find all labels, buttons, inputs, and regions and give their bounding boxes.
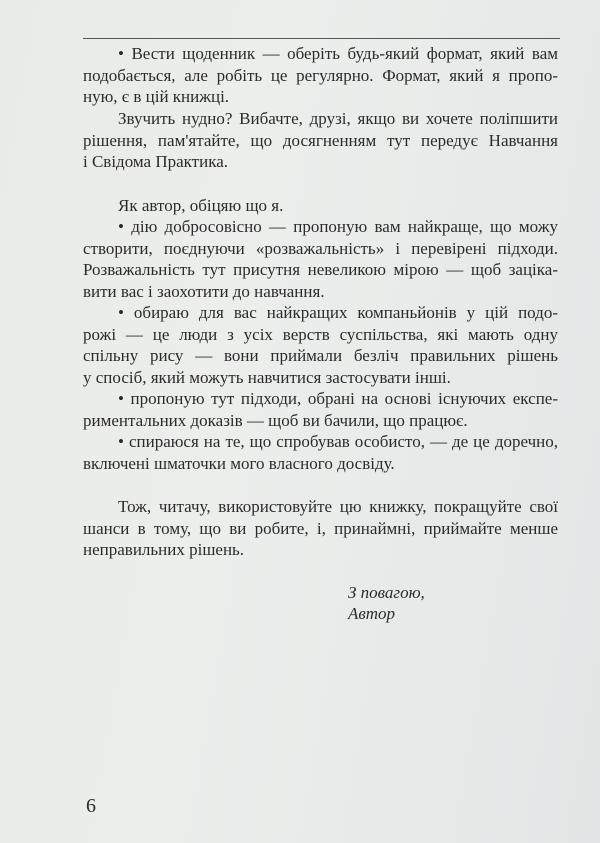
text-line: ную, є в цій книжці. — [83, 87, 230, 106]
text-line: подобається, але робіть це регулярно. Формат, який я пропо- — [83, 66, 558, 85]
text-line: рішення, пам'ятайте, що досягненням тут передує Навчання — [83, 131, 558, 150]
header-rule — [83, 38, 560, 39]
text-line: неправильних рішень. — [83, 540, 245, 559]
text-line: риментальних доказів — щоб ви бачили, що працює. — [83, 411, 468, 430]
text-line: Звучить нудно? Вибачте, друзі, якщо ви хочете поліпшити — [118, 109, 558, 128]
text-line: вити вас і заохотити до навчання. — [83, 282, 325, 301]
signature-closing: З повагою, — [348, 583, 425, 602]
text-line: • пропоную тут підходи, обрані на основі існуючих експе- — [118, 389, 558, 408]
text-line: Як автор, обіцяю що я. — [118, 196, 284, 215]
text-line: шанси в тому, що ви робите, і, принаймні, приймайте менше — [83, 519, 558, 538]
text-line: рожі — це люди з усіх верств суспільства, які мають одну — [83, 325, 558, 344]
signature-author: Автор — [348, 604, 396, 623]
text-line: спільну рису — вони приймали безліч правильних рішень — [83, 346, 558, 365]
text-line: • дію добросовісно — пропоную вам найкраще, що можу — [118, 217, 558, 236]
text-line: • Вести щоденник — оберіть будь-який формат, який вам — [118, 44, 558, 63]
text-line: створити, поєднуючи «розважальність» і перевірені підходи. — [83, 239, 558, 258]
text-line: Розважальність тут присутня невеликою мірою — щоб заціка- — [83, 260, 558, 279]
text-line: у спосіб, який можуть навчитися застосувати інші. — [83, 368, 451, 387]
text-line: Тож, читачу, використовуйте цю книжку, покращуйте свої — [118, 497, 558, 516]
text-line: • спираюся на те, що спробував особисто, — де це доречно, — [118, 432, 558, 451]
page-number: 6 — [86, 795, 96, 817]
text-line: включені шматочки мого власного досвіду. — [83, 454, 395, 473]
text-line: і Свідома Практика. — [83, 152, 229, 171]
text-line: • обираю для вас найкращих компаньйонів у цій подо- — [118, 303, 558, 322]
